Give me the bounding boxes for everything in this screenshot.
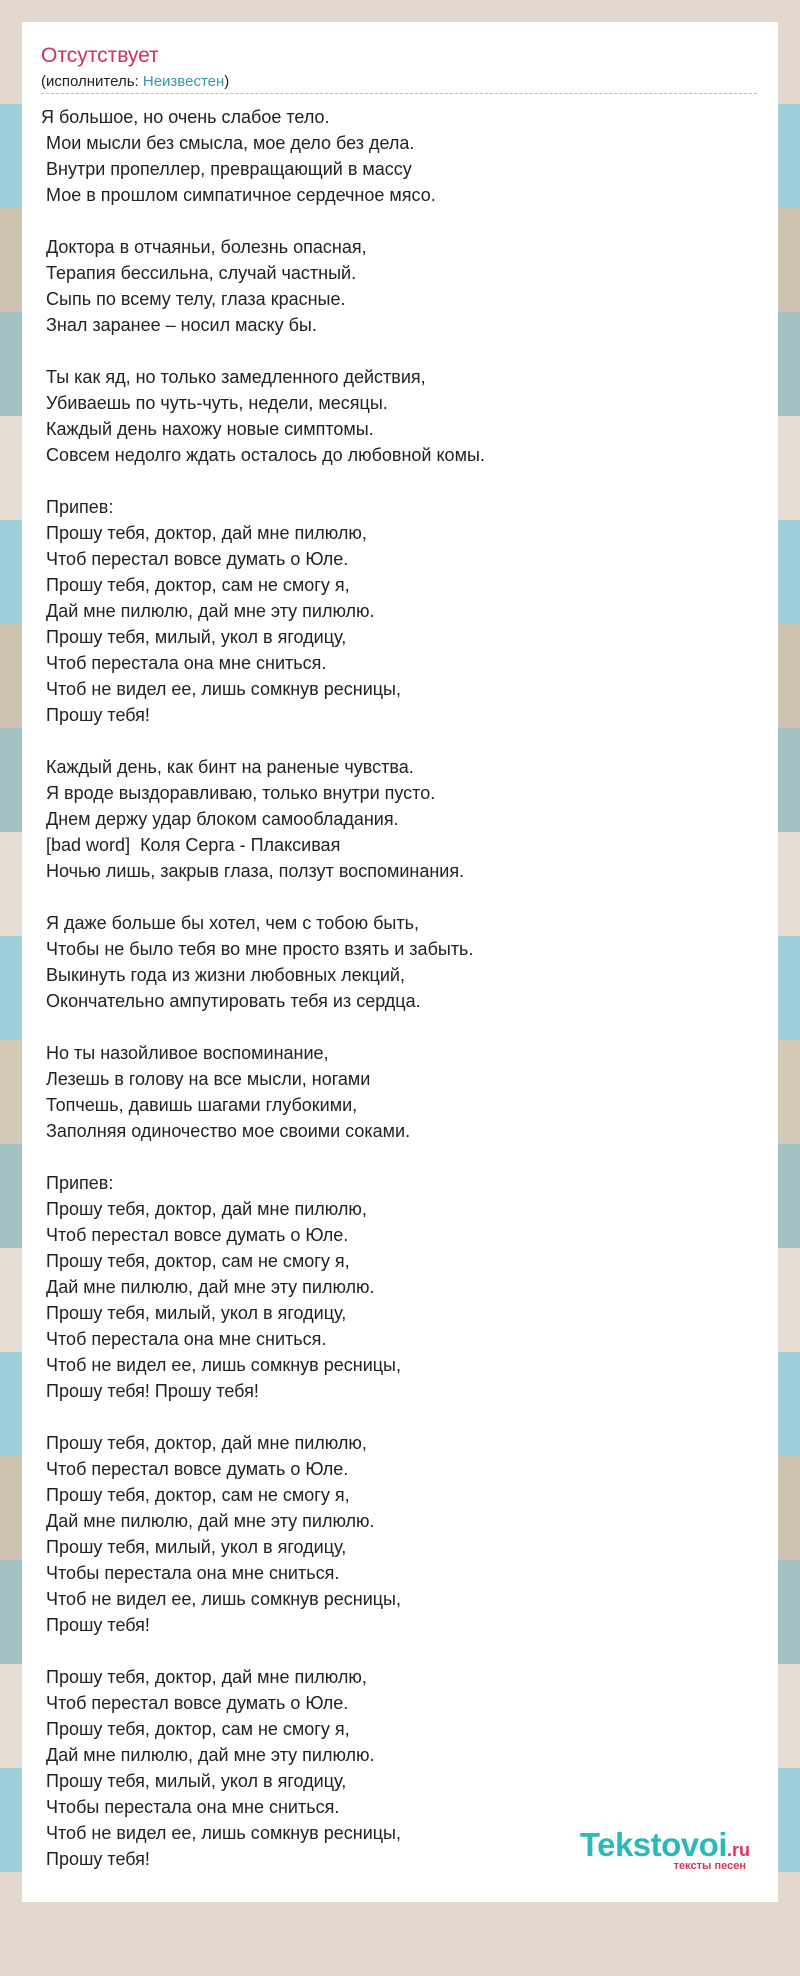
artist-line	[41, 73, 229, 90]
lyric-line	[41, 338, 761, 364]
lyric-line: Прошу тебя, доктор, сам не смогу я,	[41, 1485, 350, 1505]
lyric-line: Терапия бессильна, случай частный.	[41, 263, 357, 283]
lyric-line: Прошу тебя! Прошу тебя!	[41, 1381, 259, 1401]
lyric-line: Прошу тебя, доктор, дай мне пилюлю,	[41, 1199, 367, 1219]
lyric-line: Чтоб перестала она мне сниться.	[41, 1329, 327, 1349]
logo-tagline: тексты песен	[673, 1860, 746, 1872]
lyric-line: Дай мне пилюлю, дай мне эту пилюлю.	[41, 601, 375, 621]
lyric-line: Чтоб не видел ее, лишь сомкнув ресницы,	[41, 1355, 401, 1375]
logo-name: Tekstovoi	[579, 1826, 727, 1863]
lyric-line: Прошу тебя, доктор, сам не смогу я,	[41, 1719, 350, 1739]
lyric-line: Я большое, но очень слабое тело.	[41, 107, 330, 127]
lyric-line: Но ты назойливое воспоминание,	[41, 1043, 329, 1063]
lyric-line: Днем держу удар блоком самообладания.	[41, 809, 399, 829]
lyric-line: Сыпь по всему телу, глаза красные.	[41, 289, 346, 309]
lyric-line: Я даже больше бы хотел, чем с тобою быть,	[41, 913, 419, 933]
lyric-line: Чтобы перестала она мне сниться.	[41, 1797, 340, 1817]
lyric-line	[41, 884, 761, 910]
lyric-line: Ночью лишь, закрыв глаза, ползут воспоминания.	[41, 861, 465, 881]
lyric-line: Чтобы не было тебя во мне просто взять и забыть.	[41, 939, 474, 959]
lyric-line: Прошу тебя!	[41, 1615, 150, 1635]
lyric-line: Топчешь, давишь шагами глубокими,	[41, 1095, 358, 1115]
lyric-line: Чтоб перестал вовсе думать о Юле.	[41, 1225, 349, 1245]
lyric-line: Чтоб не видел ее, лишь сомкнув ресницы,	[41, 1589, 401, 1609]
lyrics-card	[22, 22, 778, 1902]
lyric-line: Прошу тебя, доктор, дай мне пилюлю,	[41, 523, 367, 543]
lyric-line: Я вроде выздоравливаю, только внутри пусто.	[41, 783, 436, 803]
site-logo[interactable]	[580, 1826, 750, 1872]
song-title: Отсутствует	[41, 44, 159, 67]
lyric-line: Чтоб перестал вовсе думать о Юле.	[41, 549, 349, 569]
lyric-line	[41, 728, 761, 754]
lyric-line	[41, 208, 761, 234]
lyric-line	[41, 1404, 761, 1430]
lyric-line: Убиваешь по чуть-чуть, недели, месяцы.	[41, 393, 388, 413]
lyric-line: Прошу тебя, доктор, дай мне пилюлю,	[41, 1667, 367, 1687]
lyric-line: Чтоб не видел ее, лишь сомкнув ресницы,	[41, 679, 401, 699]
lyric-line	[41, 1144, 761, 1170]
lyric-line: Внутри пропеллер, превращающий в массу	[41, 159, 412, 179]
lyric-line: Совсем недолго ждать осталось до любовной комы.	[41, 445, 485, 465]
lyric-line: Дай мне пилюлю, дай мне эту пилюлю.	[41, 1511, 375, 1531]
lyric-line: Чтобы перестала она мне сниться.	[41, 1563, 340, 1583]
lyric-line: Выкинуть года из жизни любовных лекций,	[41, 965, 405, 985]
lyric-line: Дай мне пилюлю, дай мне эту пилюлю.	[41, 1745, 375, 1765]
lyric-line: Окончательно ампутировать тебя из сердца.	[41, 991, 421, 1011]
artist-suffix: )	[224, 73, 230, 90]
lyric-line: Знал заранее – носил маску бы.	[41, 315, 317, 335]
lyric-line	[41, 468, 761, 494]
lyric-line: Прошу тебя, милый, укол в ягодицу,	[41, 1771, 347, 1791]
lyric-line: Прошу тебя!	[41, 1849, 150, 1869]
lyric-line: Чтоб не видел ее, лишь сомкнув ресницы,	[41, 1823, 401, 1843]
lyric-line: Ты как яд, но только замедленного действия,	[41, 367, 426, 387]
lyric-line: Каждый день, как бинт на раненые чувства.	[41, 757, 414, 777]
lyric-line	[41, 1014, 761, 1040]
lyric-line: Дай мне пилюлю, дай мне эту пилюлю.	[41, 1277, 375, 1297]
lyric-line: Каждый день нахожу новые симптомы.	[41, 419, 374, 439]
lyric-line: Прошу тебя!	[41, 705, 150, 725]
lyric-line: Доктора в отчаяньи, болезнь опасная,	[41, 237, 367, 257]
lyric-line: Чтоб перестала она мне сниться.	[41, 653, 327, 673]
lyric-line: Прошу тебя, доктор, сам не смогу я,	[41, 575, 350, 595]
artist-link[interactable]: Неизвестен	[142, 73, 225, 90]
lyric-line: Прошу тебя, доктор, дай мне пилюлю,	[41, 1433, 367, 1453]
lyric-line: Прошу тебя, милый, укол в ягодицу,	[41, 1537, 347, 1557]
lyric-line: Прошу тебя, милый, укол в ягодицу,	[41, 1303, 347, 1323]
lyric-line: Чтоб перестал вовсе думать о Юле.	[41, 1693, 349, 1713]
lyric-line: Чтоб перестал вовсе думать о Юле.	[41, 1459, 349, 1479]
lyric-line: Лезешь в голову на все мысли, ногами	[41, 1069, 371, 1089]
lyric-line: Мои мысли без смысла, мое дело без дела.	[41, 133, 415, 153]
lyric-line: [bad word] Коля Серга - Плаксивая	[41, 835, 341, 855]
lyric-line: Прошу тебя, милый, укол в ягодицу,	[41, 627, 347, 647]
lyric-line	[41, 1638, 761, 1664]
lyric-line: Припев:	[41, 497, 114, 517]
lyric-line: Припев:	[41, 1173, 114, 1193]
lyric-line: Заполняя одиночество мое своими соками.	[41, 1121, 411, 1141]
title-divider	[41, 93, 757, 94]
artist-prefix: (исполнитель:	[41, 73, 143, 90]
logo-tld: .ru	[726, 1840, 750, 1860]
lyric-line: Мое в прошлом симпатичное сердечное мясо.	[41, 185, 436, 205]
lyrics-text	[41, 104, 761, 1872]
lyric-line: Прошу тебя, доктор, сам не смогу я,	[41, 1251, 350, 1271]
